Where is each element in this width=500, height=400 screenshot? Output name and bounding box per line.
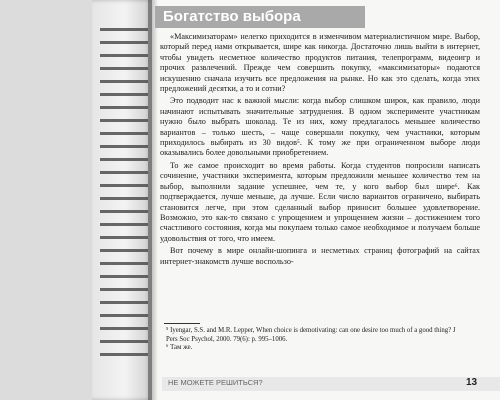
facing-page-text-lines [100, 28, 148, 366]
footnote: ⁶ Там же. [166, 344, 193, 352]
running-head: НЕ МОЖЕТЕ РЕШИТЬСЯ? [168, 378, 263, 387]
book-gutter-shadow [148, 0, 158, 400]
footnote: ⁵ Iyengar, S.S. and M.R. Lepper, When choice is demotivating: can one desire too much of a good thing? J Pers Soc Psychol, 2000. 79(6): p. 995–1006. [166, 327, 456, 343]
paragraph: Вот почему в мире онлайн-шопинга и несметных страниц фотографий на сайтах интернет-знакомств лучше воспользо- [160, 246, 480, 266]
footnotes [166, 327, 466, 353]
paragraph: «Максимизаторам» нелегко приходится в изменчивом материалистичном мире. Выбор, который перед нами открывается, шире как никогда. Достаточно лишь выйти в интернет, чтобы увидеть несметное количество продуктов питания, телепрограмм, видеоигр и прочих развлечений. Прежде чем совершить покупку, «максимизаторы» подаются искушению сначала изучить все предложения на рынке. Но как это сделать, когда этих предложений десятки, а то и сотни? [160, 32, 480, 94]
paragraph: Это подводит нас к важной мысли: когда выбор слишком широк, как правило, люди начинают испытывать значительные затруднения. В одном эксперименте участникам нужно было выбрать шоколад. Те из них, кому предлагалось меньшее количество вариантов – только шесть, – чаще совершали покупку, чем участники, которым приходилось выбирать из 30 видов⁵. К тому же при ограниченном выборе люди оказывались более довольными приобретением. [160, 96, 480, 158]
body-text [160, 32, 480, 267]
footnote-rule [164, 323, 200, 324]
section-heading: Богатство выбора [155, 6, 365, 28]
page-number: 13 [466, 377, 478, 388]
paragraph: То же самое происходит во время работы. Когда студентов попросили написать сочинение, участники эксперимента, которым предложили меньшее количество тем на выбор, выполнили задание успешнее, чем те, у кого выбор был шире⁶. Как подтверждается, лучше меньше, да лучше. Если число вариантов ограничено, выбирать становится легче, при этом сделанный выбор приносит большее удовлетворение. Возможно, это как-то связано с упрощением и упрощением жизни – достижением того счастливого состояния, когда мы покупаем только самое необходимое и получаем больше удовольствия от того, что имеем. [160, 160, 480, 243]
